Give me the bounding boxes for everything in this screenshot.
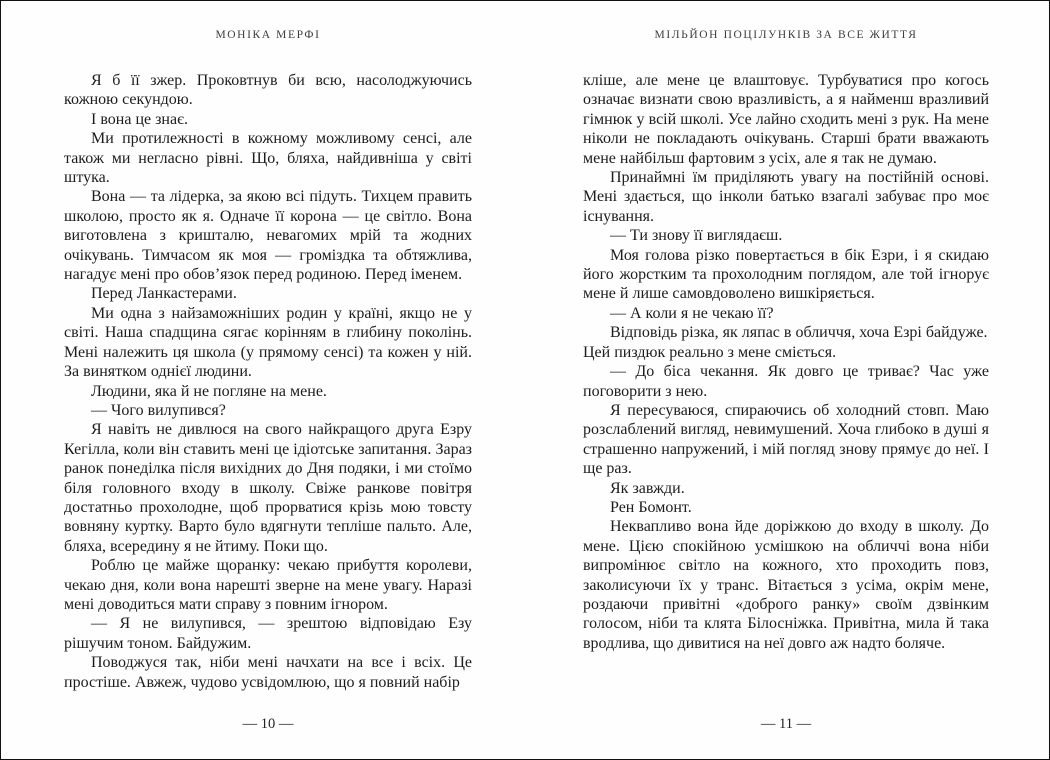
running-head-title: МІЛЬЙОН ПОЦІЛУНКІВ ЗА ВСЕ ЖИТТЯ (654, 29, 918, 41)
paragraph: Поводжуся так, ніби мені начхати на все і всіх. Це простіше. Авжеж, чудово усвідомлюю, що я повний набір (64, 654, 472, 691)
page-number-right: — 11 — (760, 716, 812, 732)
page-number-left: — 10 — (242, 716, 294, 732)
paragraph: Відповідь різка, як ляпас в обличчя, хоча Езрі байдуже. (610, 324, 988, 342)
paragraph: Цей пиздюк реально з мене сміється. (583, 343, 837, 361)
running-head-author: МОНІКА МЕРФІ (215, 29, 321, 41)
paragraph: Вона — та лідерка, за якою всі підуть. Тихцем править школою, просто як я. Одначе її корона — це світло. Вона виготовлена з кришталю, невагомих мрій та жодних очікувань. Тимчасом як моя — громіздка та обтяжлива, нагадує мені про обов’язок перед родиною. Перед іменем. (64, 188, 472, 284)
page-body-left (64, 71, 472, 692)
paragraph: — Я не вилупився, — зрештою відповідаю Езу рішучим тоном. Байдужим. (64, 615, 472, 652)
paragraph: Роблю це майже щоранку: чекаю прибуття королеви, чекаю дня, коли вона нарешті зверне на мене увагу. Наразі мені доводиться мати справу з повним ігнором. (64, 557, 472, 613)
paragraph: — Чого вилупився? (91, 401, 226, 419)
page-right (525, 1, 1049, 759)
paragraph: Людини, яка й не погляне на мене. (91, 382, 327, 400)
paragraph: Моя голова різко повертається в бік Езри, і я скидаю його жорстким та прохолодним поглядом, але той ігнорує мене й лише самовдоволено вишкіряється. (583, 246, 989, 303)
paragraph: — До біса чекання. Як довго це триває? Час уже поговорити з нею. (583, 363, 989, 400)
page-left (1, 1, 525, 759)
paragraph: Неквапливо вона йде доріжкою до входу в школу. До мене. Цією спокійною усмішкою на обличчі вона ніби випромінює світло на кожного, хто проходить повз, заколисуючи їх у транс. Вітається з усіма, окрім мене, роздаючи привітні «доброго ранку» своїм дзвінким голосом, ніби та клята Білосніжка. Привітна, мила й така вродлива, що дивитися на неї довго аж надто боляче. (583, 518, 989, 652)
paragraph: Ми протилежності в кожному можливому сенсі, але також ми негласно рівні. Що, бляха, найдивніша у світі штука. (64, 130, 472, 187)
paragraph: — А коли я не чекаю її? (610, 304, 774, 322)
paragraph: Принаймні їм приділяють увагу на постійній основі. Мені здається, що інколи батько взагалі забуває про моє існування. (583, 169, 989, 225)
paragraph: Рен Бомонт. (610, 498, 692, 516)
paragraph: Перед Ланкастерами. (91, 285, 237, 303)
paragraph: кліше, але мене це влаштовує. Турбуватися про когось означає визнати свою вразливість, а я найменш вразливий гімнюк у всій школі. Усе лайно сходить мені з рук. На мене ніколи не покладають очікувань. Старші брати вважають мене найбільш фартовим з усіх, але я так не думаю. (583, 72, 989, 167)
paragraph: Ми одна з найзаможніших родин у країні, якщо не у світі. Наша спадщина сягає корінням в глибину поколінь. Мені належить ця школа (у прямому сенсі) та кожен у ній. За винятком однієї людини. (64, 304, 472, 381)
paragraph: — Ти знову її виглядаєш. (610, 227, 783, 245)
paragraph: Я б її зжер. Проковтнув би всю, насолоджуючись кожною секундою. (64, 72, 472, 109)
paragraph: Як завжди. (610, 479, 685, 497)
page-body-right (583, 71, 989, 653)
paragraph: Я навіть не дивлюся на свого найкращого друга Езру Кегілла, коли він ставить мені це ідіотське запитання. Зараз ранок понеділка після вихідних до Дня подяки, і ми стоїмо біля головного входу в школу. Свіже ранкове повітря достатньо прохолодне, щоб прорватися крізь мою товсту вовняну куртку. Варто було вдягнути тепліше пальто. Але, бляха, всередину я не йтиму. Поки що. (64, 421, 472, 555)
paragraph: І вона це знає. (91, 110, 188, 128)
paragraph: Я пересуваюся, спираючись об холодний стовп. Маю розслаблений вигляд, невимушений. Хоча глибоко в душі я страшенно напружений, і мій погляд знову прямує до неї. І ще раз. (583, 401, 989, 478)
